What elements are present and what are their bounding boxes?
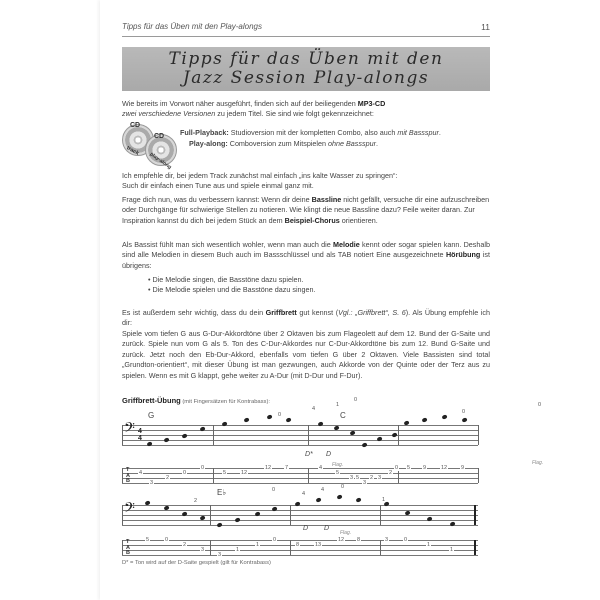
cd-playalong-sublabel: play-along bbox=[148, 151, 173, 171]
tab-staff: T A B 4 3 2 0 0 5 12 12 7 4 5 3 5 2 3 3 2 0 5 9 12 9 bbox=[122, 468, 478, 483]
tab-staff: T A B 5 0 2 3 3 1 1 0 8 13 12 8 3 0 1 1 bbox=[122, 540, 478, 555]
exercise-heading: Griffbrett-Übung (mit Fingersätzen für Kontrabass): bbox=[122, 396, 270, 405]
chord-symbol: E♭ bbox=[217, 488, 227, 497]
cd-track-label: CD bbox=[130, 122, 141, 129]
tab-clef: T A B bbox=[126, 539, 130, 556]
page-number: 11 bbox=[481, 22, 490, 32]
bass-staff bbox=[122, 500, 478, 525]
book-page: Tipps für das Üben mit den Play-alongs 11 Tipps für das Üben mit den Jazz Session Play-alongs Wie bereits im Vorwort näher ausgeführt, finden sich auf der beiliegenden MP3-CD zwei verschiedene Versionen zu jedem Titel. Sie sind wie folgt gekennzeichnet: CD track CD play-along Full-Playback: Studioversion mit der kompletten Combo, also auch mit Bassspur. Play-along: Comboversion zum Mitspielen ohne Bassspur. Ich empfehle dir, bei jedem Track zunächst mal einfach „ins kalte Wasser zu springen“: Such dir einfach einen Tune aus und spiele einmal ganz mit. Frage dich nun, was du verbessern kannst: Wenn dir deine Bassline nicht gefällt, versuche dir eine aufzuschreiben oder Durchgänge für schwierige Stellen zu notieren. Wie klingt die neue Bassline dazu? Feile weiter daran. Zur Inspiration kannst du dich bei jedem Stück an dem Beispiel-Chorus orientieren. Als Bassist fühlt man sich wesentlich wohler, wenn man auch die Melodie kennt oder sogar spielen kann. Deshalb sind alle Melodien in diesem Buch auch im Bassschlüssel und als TAB notiert Eine ausgezeichnete Hörübung ist übrigens: • Die Melodie singen, die Basstöne dazu spielen. • Die Melodie spielen und die Basstöne dazu singen. Es ist außerdem sehr wichtig, dass du dein Griffbrett gut kennst (Vgl.: „Griffbrett“, S. 6). Als Übung empfehle ich dir: Spiele vom tiefen G aus G-Dur-Akkordtöne über 2 Oktaven bis zum Flageolett auf dem 12. Bund der G-Saite und zurück. Spiele nun vom G als 5. Ton des C-Dur-Akkordes nur C-Dur-Akkordtöne bis zum 12. Bund G-Saite und zurück. Jetzt noch den Eb-Dur-Akkord, ebenfalls vom tiefen G über 2 Oktaven. Viele Bassisten sind total „Grundton-orientiert“, mit dieser Übung ist man gezwungen, auch Akkorde von der Quinte oder der Terz aus zu spielen. Wenn es mit G klappt, gehe weiter zu A-Dur (mit D-Dur und F-Dur). Griffbrett-Übung (mit Fingersätzen für Kontrabass): G C 𝄢 4 4 0 4 1 0 0 0 D* D Flag. Flag. T A B 4 3 2 0 0 5 12 12 7 4 5 3 5 2 3 3 2 0 5 9 12 9 E♭ 𝄢 2 0 4 4 0 1 D D Flag. T A B 5 0 2 3 3 1 1 0 8 13 12 8 3 0 1 1 D* = Ton wird auf der D-Saite gespielt (gilt für Kontrabass) bbox=[100, 0, 510, 600]
running-head bbox=[122, 22, 490, 37]
paragraph-3: Als Bassist fühlt man sich wesentlich wohler, wenn man auch die Melodie kennt oder sogar spielen kann. Deshalb sind alle Melodien in diesem Buch auch im Bassschlüssel und als TAB notiert Eine ausgezeichnete Hörübung ist übrigens: bbox=[122, 240, 491, 270]
paragraph-5: Spiele vom tiefen G aus G-Dur-Akkordtöne über 2 Oktaven bis zum Flageolett auf dem 12. Bund der G-Saite und zurück. Spiele nun vom G als 5. Ton des C-Dur-Akkordes nur C-Dur-Akkordtöne bis zum 12. Bund G-Saite und zurück. Jetzt noch den Eb-Dur-Akkord, ebenfalls vom tiefen G über 2 Oktaven. Viele Bassisten sind total „Grundton-orientiert“, mit dieser Übung ist man gezwungen, auch Akkorde von der Quinte oder der Terz aus zu spielen. Wenn es mit G klappt, gehe weiter zu A-Dur (mit D-Dur und F-Dur). bbox=[122, 329, 490, 380]
intro-paragraph: Wie bereits im Vorwort näher ausgeführt, finden sich auf der beiliegenden MP3-CD zwei verschiedene Versionen zu jedem Titel. Sie sind wie folgt gekennzeichnet: bbox=[122, 99, 386, 119]
chord-symbol: C bbox=[340, 411, 346, 420]
title-line-2: Jazz Session Play-alongs bbox=[182, 68, 430, 88]
running-head-title: Tipps für das Üben mit den Play-alongs bbox=[122, 22, 262, 31]
tab-clef: T A B bbox=[126, 467, 130, 484]
title-line-1: Tipps für das Üben mit den bbox=[168, 49, 444, 69]
footnote: D* = Ton wird auf der D-Saite gespielt (gilt für Kontrabass) bbox=[122, 560, 271, 566]
bullet-item: • Die Melodie singen, die Basstöne dazu spielen. bbox=[148, 275, 304, 284]
string-marker: D bbox=[324, 525, 330, 532]
cd-track-sublabel: track bbox=[125, 145, 140, 157]
bullet-item: • Die Melodie spielen und die Basstöne dazu singen. bbox=[148, 285, 316, 295]
time-signature: 4 4 bbox=[138, 428, 142, 442]
bass-clef-icon: 𝄢 bbox=[124, 500, 135, 520]
string-marker: D bbox=[303, 525, 309, 532]
mp3-cd-term: MP3-CD bbox=[357, 99, 386, 108]
title-banner bbox=[122, 47, 490, 91]
cd-playalong-label: CD bbox=[154, 133, 165, 140]
string-marker: D* bbox=[305, 451, 313, 458]
bass-staff bbox=[122, 420, 478, 445]
paragraph-1: Ich empfehle dir, bei jedem Track zunächst mal einfach „ins kalte Wasser zu springen“: Such dir einfach einen Tune aus und spiele einmal ganz mit. bbox=[122, 171, 398, 191]
legend-play-along: Play-along: Comboversion zum Mitspielen ohne Bassspur. bbox=[189, 139, 378, 148]
paragraph-2: Frage dich nun, was du verbessern kannst: Wenn dir deine Bassline nicht gefällt, versuche dir eine aufzuschreiben oder Durchgänge für schwierige Stellen zu notieren. Wie klingt die neue Bassline dazu? Feile weiter daran. Zur Inspiration kannst du dich bei jedem Stück an dem Beispiel-Chorus orientieren. bbox=[122, 195, 490, 225]
bass-clef-icon: 𝄢 bbox=[124, 420, 135, 440]
paragraph-4: Es ist außerdem sehr wichtig, dass du dein Griffbrett gut kennst (Vgl.: „Griffbrett“, S. 6). Als Übung empfehle ich dir: bbox=[122, 308, 491, 328]
legend-full-playback: Full-Playback: Studioversion mit der kompletten Combo, also auch mit Bassspur. bbox=[180, 128, 441, 137]
bullet-list bbox=[148, 275, 316, 296]
chord-symbol: G bbox=[148, 411, 155, 420]
string-marker: D bbox=[326, 451, 332, 458]
